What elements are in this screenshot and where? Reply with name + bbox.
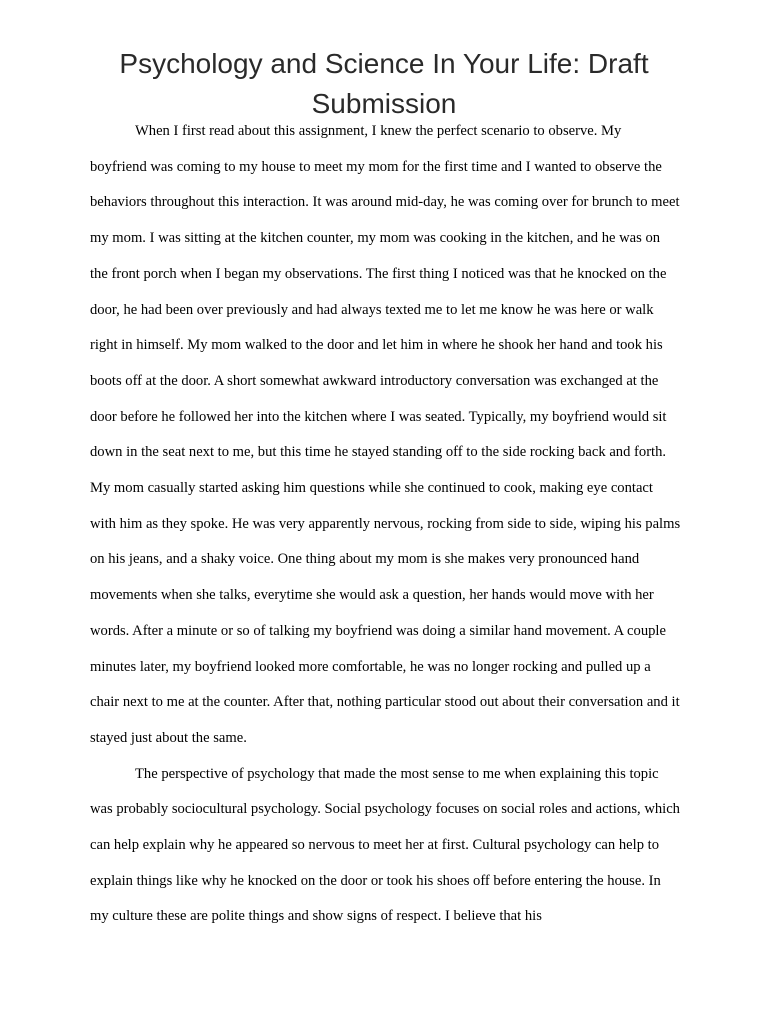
document-title: Psychology and Science In Your Life: Draft Submission xyxy=(119,48,649,119)
paragraph-observation: When I first read about this assignment, I knew the perfect scenario to observe. My boyfriend was coming to my house to meet my mom for the first time and I wanted to observe the behaviors throughout this interaction. It was around mid-day, he was coming over for brunch to meet my mom. I was sitting at the kitchen counter, my mom was cooking in the kitchen, and he was on the front porch when I began my observations. The first thing I noticed was that he knocked on the door, he had been over previously and had always texted me to let me know he was here or walk right in himself. My mom walked to the door and let him in where he shook her hand and took his boots off at the door. A short somewhat awkward introductory conversation was exchanged at the door before he followed her into the kitchen where I was seated. Typically, my boyfriend would sit down in the seat next to me, but this time he stayed standing off to the side rocking back and forth. My mom casually started asking him questions while she continued to cook, making eye contact with him as they spoke. He was very apparently nervous, rocking from side to side, wiping his palms on his jeans, and a shaky voice. One thing about my mom is she makes very pronounced hand movements when she talks, everytime she would ask a question, her hands would move with her words. After a minute or so of talking my boyfriend was doing a similar hand movement. A couple minutes later, my boyfriend looked more comfortable, he was no longer rocking and pulled up a chair next to me at the counter. After that, nothing particular stood out about their conversation and it stayed just about the same. xyxy=(90,123,681,746)
paragraph-perspective: The perspective of psychology that made the most sense to me when explaining this topic was probably sociocultural psychology. Social psychology focuses on social roles and actions, which can help explain why he appeared so nervous to meet her at first. Cultural psychology can help to explain things like why he knocked on the door or took his shoes off before entering the house. In my culture these are polite things and show signs of respect. I believe that his xyxy=(90,765,680,925)
document-body xyxy=(90,114,681,935)
